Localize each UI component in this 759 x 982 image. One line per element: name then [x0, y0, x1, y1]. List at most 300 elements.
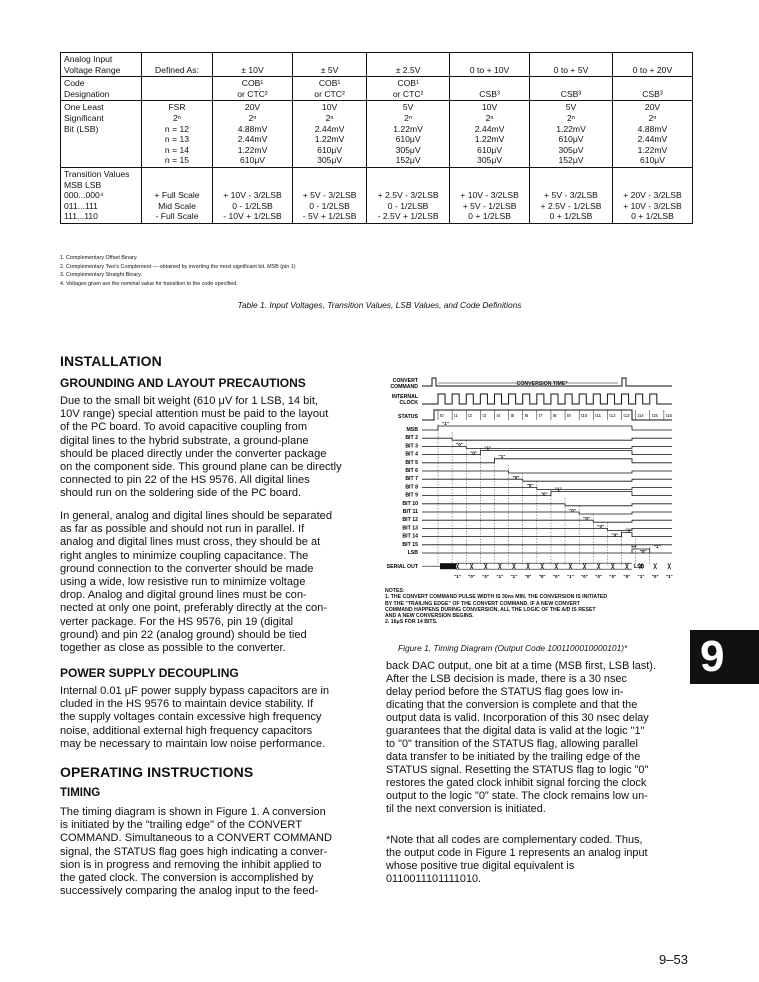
text-line: ground) and pin 22 (analog ground) should be tied [60, 628, 307, 641]
bit-value-label: "0" [639, 548, 647, 554]
lsb-label-cell [61, 101, 142, 168]
cell-line: 610μV [477, 144, 503, 155]
cell-line: 2ⁿ [404, 112, 413, 123]
footnote-line: 4. Voltages given are the nominal value for transition to the code specified. [60, 280, 238, 287]
internal-clock-label: INTERNAL [391, 394, 418, 400]
text-line: verter package. For the HS 9576, pin 19 (digital [60, 615, 294, 628]
cell-line: + 5V - 1/2LSB [462, 200, 517, 211]
cell-line: Transition Values [64, 168, 130, 179]
text-line: output data is valid. Incorporation of this 30 nsec delay [386, 712, 649, 724]
header-range: ± 5V [293, 53, 367, 77]
text-line: data transfer to be initiated by the trailing edge of the [386, 751, 641, 763]
cell-line: 2ⁿ [567, 112, 575, 123]
cell-line: 610μV [317, 144, 343, 155]
cell-line: + 2.5V - 1/2LSB [540, 200, 602, 211]
right-paragraph-2 [386, 834, 648, 886]
cell-line: One Least [64, 102, 104, 113]
bit-trace [422, 487, 672, 489]
lsb-value-cell [612, 101, 692, 168]
lsb-value-cell-lines [370, 102, 446, 166]
cell-line: 305μV [477, 155, 503, 166]
cell-line [216, 180, 289, 191]
bit-label: BIT 2 [405, 435, 418, 442]
text-line: successively comparing the analog input to the feed- [60, 885, 319, 898]
cell-line: 152μV [395, 155, 421, 166]
text-line: digital lines to the hybrid substrate, a ground-plane [60, 434, 309, 447]
text-line: delay period before the STATUS flag goes low in- [386, 686, 624, 698]
bit-label: BIT 15 [402, 541, 418, 548]
text-line: dicating that the conversion is complete and that the [386, 699, 638, 711]
bit-trace [422, 446, 672, 448]
text-line: Internal 0.01 μF power supply bypass capacitors are in [60, 685, 330, 697]
bit-trace [422, 451, 672, 455]
transition-value-cell-lines [616, 169, 689, 222]
text-line: should be placed directly under the converter package [60, 447, 327, 460]
code-value-cell [450, 77, 530, 101]
cell-line: + 10V - 3/2LSB [460, 190, 519, 201]
status-tick-label: t8 [552, 413, 557, 418]
bit-label: BIT 9 [405, 492, 418, 499]
header-range: 0 to + 10V [450, 53, 530, 77]
right-paragraph-1 [386, 660, 656, 816]
bit-label: LSB [407, 550, 418, 556]
cell-line [533, 78, 609, 89]
text-line: as far as possible and should not run in parallel. If [60, 523, 305, 536]
bit-label: BIT 4 [405, 451, 418, 458]
cell-line: 011...111 [64, 200, 98, 211]
bit-trace [422, 459, 672, 463]
text-line: back DAC output, one bit at a time (MSB first, LSB last). [386, 660, 656, 672]
cell-line: 610μV [639, 155, 665, 166]
serial-out-msb-block [440, 563, 456, 569]
status-tick-label: t2 [468, 413, 472, 418]
cell-line: Significant [64, 112, 104, 123]
cell-line: Code [64, 78, 85, 89]
header-range: ± 10V [213, 53, 293, 77]
status-tick-label: t16 [665, 413, 672, 418]
bit-trace [422, 549, 672, 553]
transition-label-cell-lines [64, 169, 138, 222]
status-tick-label: t3 [482, 413, 487, 418]
bit-value-label: "0" [597, 524, 605, 530]
convert-label: CONVERT [392, 378, 418, 384]
bit-value-label: "0" [569, 507, 576, 513]
bit-trace [422, 479, 672, 481]
bit-value-label: "0" [540, 491, 548, 497]
installation-heading: INSTALLATION [60, 353, 162, 369]
text-line: 10V range) special attention must be paid to the layout [60, 408, 329, 421]
cell-line: or CTC² [237, 88, 268, 99]
grounding-paragraph-1 [60, 395, 342, 501]
cell-line: COB¹ [318, 78, 341, 89]
transition-value-cell [293, 167, 367, 223]
text-line: drop. Analog and digital ground lines must be con- [60, 589, 307, 602]
header-analog-input [61, 53, 142, 77]
cell-line [145, 78, 209, 89]
text-line: ground connection to the converter should be made [60, 562, 314, 575]
bit-label: BIT 3 [405, 443, 418, 450]
cell-line: + 20V - 3/2LSB [623, 190, 682, 201]
footnote-line: 1. Complementary Offset Binary. [60, 255, 138, 261]
cell-line: CSB³ [642, 88, 663, 99]
code-value-cell-lines [453, 78, 526, 99]
lsb-value-cell-lines [453, 102, 526, 166]
lsb-defined-cell [142, 101, 213, 168]
code-value-cell [530, 77, 613, 101]
cell-line: 0 + 1/2LSB [631, 211, 674, 222]
cell-line: + 10V - 3/2LSB [223, 190, 282, 201]
lsb-value-cell [293, 101, 367, 168]
cell-line: - 10V + 1/2LSB [223, 211, 282, 222]
status-tick-label: t1 [454, 413, 458, 418]
code-label-cell [61, 77, 142, 101]
cell-line: CSB³ [479, 88, 500, 99]
text-line: output to the logic "0" state. The clock remains low un- [386, 790, 648, 802]
cell-line: 1.22mV [237, 144, 268, 155]
transition-value-cell-lines [296, 169, 363, 222]
bit-label: BIT 7 [405, 476, 418, 483]
code-value-cell-lines [296, 78, 363, 99]
transition-value-cell [367, 167, 450, 223]
status-tick-label: t14 [637, 413, 644, 418]
cell-line [296, 180, 363, 191]
transition-defined-cell-lines [145, 169, 209, 222]
text-line: connected to pin 22 of the HS 9576. All digital lines [60, 474, 310, 487]
serial-bit-value: "1" [566, 574, 574, 580]
power-supply-paragraph [60, 685, 329, 751]
code-value-cell [612, 77, 692, 101]
cell-line: 4.88mV [637, 123, 668, 134]
cell-line: 1.22mV [393, 123, 423, 134]
cell-line [453, 169, 526, 180]
bit-trace [422, 471, 672, 473]
serial-bit-value: "1" [637, 574, 645, 580]
section-tab-number: 9 [700, 632, 725, 681]
cell-line [370, 169, 446, 180]
timing-diagram [372, 374, 694, 624]
cell-line: - Full Scale [155, 211, 199, 222]
status-tick-label: t0 [440, 413, 444, 418]
text-line: After the LSB decision is made, there is a 30 nsec [386, 673, 627, 685]
transition-value-cell [450, 167, 530, 223]
cell-line: or CTC² [314, 88, 345, 99]
transition-value-cell-lines [216, 169, 289, 222]
bit-value-label: "0" [583, 516, 591, 521]
cell-line: 20V [244, 102, 261, 113]
bit-value-label: "0" [512, 475, 520, 480]
table-row-code [61, 77, 693, 101]
cell-line: Designation [64, 88, 110, 99]
header-defined-as: Defined As: [142, 53, 213, 77]
cell-line: FSR [168, 102, 186, 113]
lsb-defined-cell-lines [145, 102, 209, 166]
table-row-transition [61, 167, 693, 223]
bit-trace [422, 520, 672, 522]
text-line: using a wide, low resistive run to minimize voltage [60, 576, 306, 589]
cell-line [370, 180, 446, 191]
cell-line: - 2.5V + 1/2LSB [377, 211, 439, 222]
bit-label: BIT 6 [405, 468, 418, 474]
cell-line: 1.22mV [556, 123, 586, 134]
text-line: together as close as possible to the converter. [60, 642, 286, 655]
bit-value-label: "1" [498, 453, 506, 459]
text-line: analog and digital lines must cross, they should be at [60, 536, 321, 549]
text-line: the supply voltages contain excessive high frequency [60, 711, 322, 724]
internal-clock-trace [422, 394, 672, 404]
text-line: on the component side. This ground plane can be directly [60, 461, 342, 474]
status-label: STATUS [398, 414, 418, 420]
timing-note-line: COMMAND HAPPENS DURING CONVERSION, ALL THE LOGIC OF THE A/D IS RESET [385, 606, 596, 613]
status-tick-label: t15 [651, 413, 658, 418]
cell-line: 20V [644, 102, 661, 113]
code-defined-cell-lines [145, 78, 209, 89]
serial-bit-value: "0" [552, 574, 560, 580]
text-line: should run on the soldering side of the PC board. [60, 487, 302, 500]
serial-lsb-tag: LSB [634, 564, 645, 571]
grounding-heading: GROUNDING AND LAYOUT PRECAUTIONS [60, 376, 306, 390]
cell-line: 610μV [558, 134, 584, 145]
transition-label-cell [61, 167, 142, 223]
timing-paragraph [60, 806, 332, 898]
cell-line [533, 169, 609, 180]
status-tick-label: t4 [496, 413, 501, 418]
table-row-lsb [61, 101, 693, 168]
text-line: STATUS signal. Resetting the STATUS flag to logic "0" [386, 764, 649, 776]
serial-bit-value: "0" [524, 574, 532, 580]
serial-bit-value: "0" [581, 574, 588, 580]
text-line: *Note that all codes are complementary coded. Thus, [386, 834, 643, 846]
code-value-cell [293, 77, 367, 101]
lsb-value-cell [213, 101, 293, 168]
serial-bit-value: "0" [609, 574, 617, 580]
bit-label: BIT 5 [405, 459, 418, 466]
cell-line [296, 169, 363, 180]
text-line: cluded in the HS 9576 to maintain device stability. If [60, 698, 314, 711]
cell-line: 2.44mV [314, 123, 345, 134]
cell-line: 0 + 1/2LSB [549, 211, 593, 222]
cell-line: n = 13 [164, 134, 190, 145]
table-header-row [61, 53, 693, 77]
cell-line [453, 78, 526, 89]
lsb-value-cell [530, 101, 613, 168]
text-line: restores the gated clock inhibit signal forcing the clock [386, 777, 647, 789]
header-range: 0 to + 20V [612, 53, 692, 77]
cell-line [216, 169, 289, 180]
cell-line [145, 180, 209, 191]
bit-label: BIT 8 [405, 484, 418, 491]
bit-trace [422, 426, 672, 430]
cell-line: 5V [402, 102, 414, 113]
serial-bit-value: "0" [468, 574, 476, 580]
transition-value-cell-lines [533, 169, 609, 222]
serial-bit-value: "1" [454, 574, 461, 580]
serial-bit-value: "0" [595, 574, 603, 580]
bit-label: BIT 14 [402, 533, 418, 540]
bit-trace [422, 545, 672, 547]
status-tick-label: t7 [538, 413, 543, 418]
bit-value-label: "0" [456, 442, 464, 448]
convert-label: COMMAND [390, 384, 418, 390]
transition-value-cell-lines [370, 169, 446, 222]
page-number: 9–53 [659, 952, 688, 967]
text-line: right angles to minimize coupling capacitance. The [60, 549, 309, 562]
conversion-time-label: CONVERSION TIME* [516, 381, 568, 387]
lsb-value-cell-lines [533, 102, 609, 166]
timing-notes [385, 588, 607, 626]
bit-value-label: "1" [442, 421, 449, 426]
serial-bit-value: "0" [623, 574, 631, 580]
bit-label: MSB [406, 427, 418, 433]
table-caption: Table 1. Input Voltages, Transition Values, LSB Values, and Code Definitions [237, 300, 522, 310]
cell-line: 610μV [395, 134, 421, 145]
cell-line: Mid Scale [158, 200, 196, 211]
cell-line: 0 - 1/2LSB [309, 200, 350, 211]
bit-label: BIT 11 [402, 509, 418, 515]
timing-diagram-svg [372, 374, 694, 624]
text-line: to "0" transition of the STATUS flag, allowing parallel [386, 738, 638, 750]
lsb-label-cell-lines [64, 102, 138, 134]
spec-table [60, 52, 693, 224]
serial-bit-value: "0" [482, 574, 490, 580]
cell-line [533, 180, 609, 191]
cell-line: 4.88mV [237, 123, 268, 134]
cell-line: 10V [481, 102, 498, 113]
cell-line: 305μV [558, 144, 584, 155]
text-line: The timing diagram is shown in Figure 1. A conversion [60, 806, 326, 818]
transition-defined-cell [142, 167, 213, 223]
serial-bit-value: "0" [538, 574, 546, 580]
bit-trace [422, 528, 672, 530]
internal-clock-label: CLOCK [399, 400, 418, 406]
text-line: In general, analog and digital lines should be separated [60, 510, 332, 522]
cell-line: 2ⁿ [648, 112, 657, 123]
cell-line: - 5V + 1/2LSB [302, 211, 357, 222]
bit-label: BIT 12 [402, 517, 418, 524]
status-tick-label: t9 [567, 413, 571, 418]
cell-line: n = 15 [164, 155, 190, 166]
cell-line: Bit (LSB) [64, 123, 99, 134]
bit-label: BIT 13 [402, 525, 418, 532]
cell-line: + Full Scale [154, 190, 200, 201]
timing-note-line: NOTES: [385, 588, 405, 594]
bit-value-label: "0" [526, 483, 534, 489]
status-tick-label: t11 [595, 413, 602, 418]
lsb-value-cell [450, 101, 530, 168]
timing-note-line: BY THE "TRAILING EDGE" OF THE CONVERT COMMAND. IF A NEW CONVERT [385, 600, 580, 607]
code-value-cell [367, 77, 450, 101]
text-line: of the PC board. To avoid capacitive coupling from [60, 421, 308, 434]
cell-line: 152μV [558, 155, 584, 166]
bit-value-label: "0" [470, 450, 478, 456]
status-trace [422, 410, 672, 420]
bit-value-label: "1" [554, 486, 562, 492]
lsb-value-cell-lines [296, 102, 363, 166]
lsb-value-cell-lines [216, 102, 289, 166]
cell-line [453, 180, 526, 191]
cell-line: n = 12 [164, 123, 190, 134]
cell-line: COB¹ [241, 78, 264, 89]
transition-value-cell-lines [453, 169, 526, 222]
cell-line: 610μV [239, 155, 266, 166]
code-value-cell-lines [533, 78, 609, 99]
table-footnotes [60, 254, 296, 288]
transition-value-cell [612, 167, 692, 223]
serial-out-label: SERIAL OUT [386, 564, 418, 571]
serial-bit-value: "1" [665, 574, 673, 580]
bit-value-label: "1" [653, 544, 661, 549]
cell-line: 305μV [317, 155, 343, 166]
header-range: ± 2.5V [367, 53, 450, 77]
cell-line: 111...110 [64, 211, 98, 222]
cell-line: 0 - 1/2LSB [232, 200, 273, 211]
cell-line: 0 - 1/2LSB [387, 200, 429, 211]
transition-value-cell [213, 167, 293, 223]
status-tick-label: t6 [524, 413, 529, 418]
bit-label: BIT 10 [402, 500, 418, 507]
text-line: Due to the small bit weight (610 μV for 1 LSB, 14 bit, [60, 395, 318, 407]
serial-bit-value: "1" [510, 574, 518, 580]
bit-value-label: "1" [484, 445, 492, 451]
code-value-cell-lines [216, 78, 289, 99]
text-line: nected at only one point, preferably directly at the con- [60, 602, 328, 615]
cell-line: 2ⁿ [325, 112, 334, 123]
lsb-value-cell [367, 101, 450, 168]
cell-line [616, 180, 689, 191]
text-line: COMMAND. Simultaneous to a CONVERT COMMAND [60, 832, 333, 845]
cell-line: or CTC² [392, 88, 424, 99]
cell-line: 2ⁿ [173, 112, 181, 123]
timing-heading: TIMING [60, 787, 101, 799]
footnote-line: 2. Complementary Two's Complement — obtained by inverting the most significant bit. MSB (pin 1) [60, 263, 296, 270]
lsb-value-cell-lines [616, 102, 689, 166]
bit-value-label: "1" [625, 527, 633, 533]
header-line: Voltage Range [64, 64, 121, 75]
status-tick-label: t13 [623, 413, 630, 418]
status-tick-label: t10 [581, 413, 588, 418]
transition-value-cell [530, 167, 613, 223]
cell-line: 305μV [395, 144, 421, 155]
cell-line: 2.44mV [637, 134, 668, 145]
header-lines [64, 54, 138, 75]
figure-caption: Figure 1. Timing Diagram (Output Code 1001100010000101)* [398, 643, 628, 653]
cell-line: 2ⁿ [485, 112, 494, 123]
text-line: whose positive true digital equivalent is [386, 860, 575, 872]
bit-trace [422, 504, 672, 506]
bit-trace [422, 438, 672, 440]
cell-line: 10V [321, 102, 338, 113]
cell-line [145, 169, 209, 180]
cell-line: 2.44mV [474, 123, 505, 134]
text-line: noise, additional external high frequency capacitors [60, 724, 313, 737]
text-line: the output code in Figure 1 represents an analog input [386, 847, 648, 859]
bit-trace [422, 533, 672, 537]
header-line: Analog Input [64, 54, 113, 64]
section-tab [690, 630, 759, 684]
footnote-line: 3. Complementary Straight Binary. [60, 272, 142, 279]
cell-line: 1.22mV [474, 134, 505, 145]
cell-line: MSB LSB [64, 179, 102, 190]
cell-line: + 10V - 3/2LSB [623, 200, 682, 211]
text-line: sion is in progress and removing the inhibit applied to [60, 858, 322, 871]
cell-line: n = 14 [164, 144, 190, 155]
text-line: 0110011101111010. [386, 873, 482, 885]
operating-heading: OPERATING INSTRUCTIONS [60, 764, 254, 780]
bit-value-label: "0" [611, 532, 619, 538]
cell-line: CSB³ [560, 88, 582, 99]
serial-bit-value: "1" [496, 574, 504, 580]
cell-line: 1.22mV [314, 134, 345, 145]
header-range: 0 to + 5V [530, 53, 613, 77]
